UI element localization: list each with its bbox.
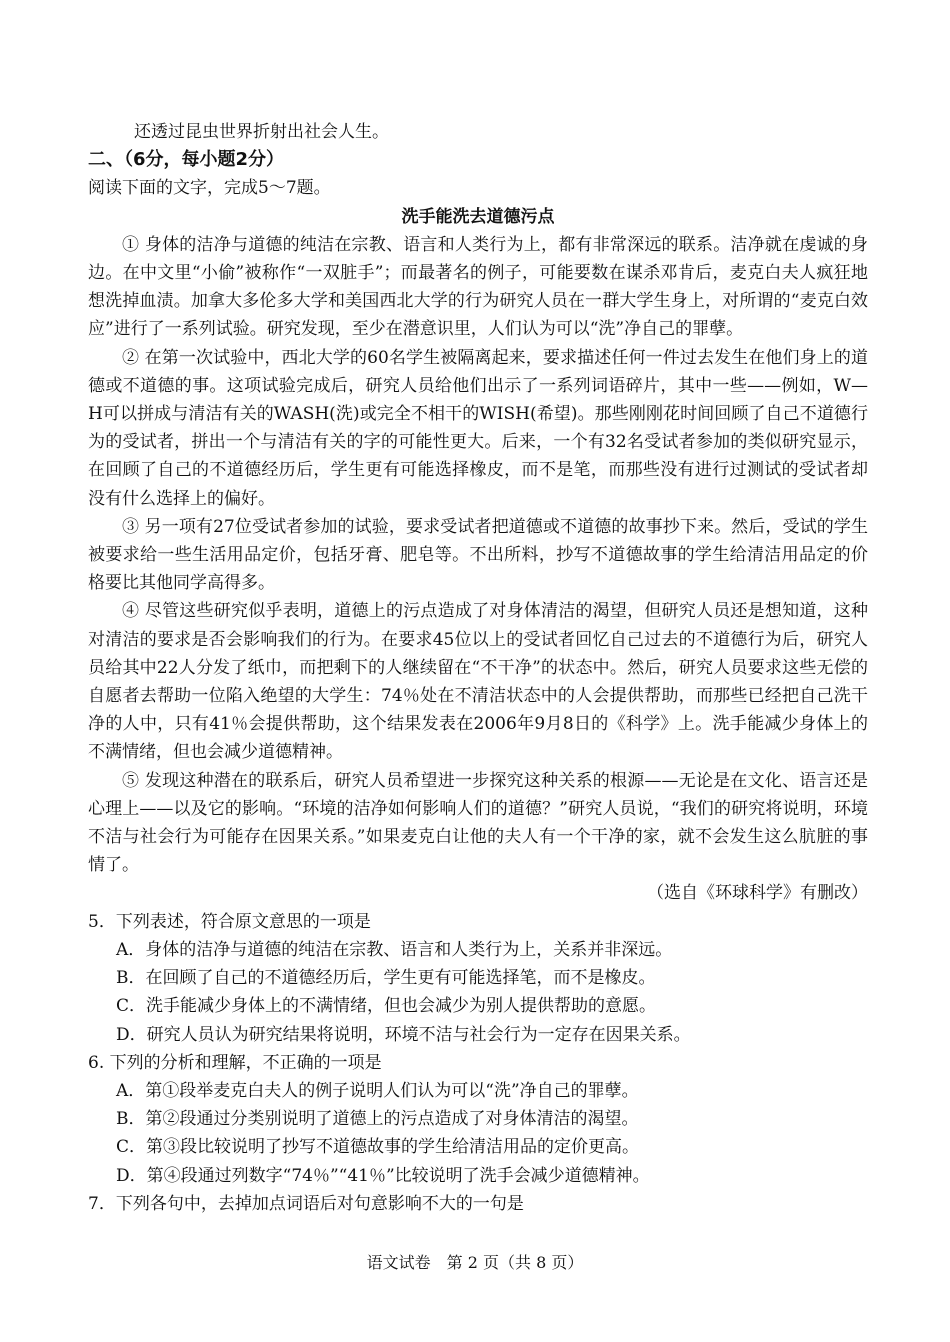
question-6-option-c: C．第③段比较说明了抄写不道德故事的学生给清洁用品的定价更高。 (116, 1137, 640, 1158)
section-instruction: 阅读下面的文字，完成5～7题。 (88, 178, 331, 199)
question-5-option-d: D．研究人员认为研究结果将说明，环境不洁与社会行为一定存在因果关系。 (116, 1024, 691, 1045)
article-paragraph-1: ① 身体的洁净与道德的纯洁在宗教、语言和人类行为上，都有非常深远的联系。洁净就在虔诚的身边。在中文里“小偷”被称作“一双脏手”；而最著名的例子，可能要数在谋杀邓肯后，麦克白夫人疯狂地想洗掉血渍。加拿大多伦多大学和美国西北大学的行为研究人员在一群大学生身上，对所谓的“麦克白效应”进行了一系列试验。研究发现，至少在潜意识里，人们认为可以“洗”净自己的罪孽。 (88, 234, 868, 340)
question-5-option-b: B．在回顾了自己的不道德经历后，学生更有可能选择笔，而不是橡皮。 (116, 968, 656, 989)
question-6-option-b: B．第②段通过分类别说明了道德上的污点造成了对身体清洁的渴望。 (116, 1109, 639, 1130)
question-5-stem: 5．下列表述，符合原文意思的一项是 (88, 911, 371, 932)
article-paragraph-2: ② 在第一次试验中，西北大学的60名学生被隔离起来，要求描述任何一件过去发生在他们身上的道德或不道德的事。这项试验完成后，研究人员给他们出示了一系列词语碎片，其中一些——例如，W—H可以拼成与清洁有关的WASH(洗)或完全不相干的WISH(希望)。那些刚刚花时间回顾了自己不道德行为的受试者，拼出一个与清洁有关的字的可能性更大。后来，一个有32名受试者参加的类似研究显示，在回顾了自己的不道德经历后，学生更有可能选择橡皮，而不是笔，而那些没有进行过测试的受试者却没有什么选择上的偏好。 (88, 347, 868, 509)
section-title: 二、（6分，每小题2分） (88, 149, 285, 171)
article-paragraph-3: ③ 另一项有27位受试者参加的试验，要求受试者把道德或不道德的故事抄下来。然后，受试的学生被要求给一些生活用品定价，包括牙膏、肥皂等。不出所料，抄写不道德故事的学生给清洁用品定的价格要比其他同学高得多。 (88, 516, 868, 594)
article-source-row (88, 879, 868, 907)
question-5-option-c: C．洗手能减少身体上的不满情绪，但也会减少为别人提供帮助的意愿。 (116, 996, 657, 1017)
question-6-option-d: D．第④段通过列数字“74％”“41％”比较说明了洗手会减少道德精神。 (116, 1165, 650, 1186)
article-source: （选自《环球科学》有删改） (647, 883, 868, 904)
question-6-option-a: A．第①段举麦克白夫人的例子说明人们认为可以“洗”净自己的罪孽。 (116, 1080, 639, 1101)
article-paragraph-4: ④ 尽管这些研究似乎表明，道德上的污点造成了对身体清洁的渴望，但研究人员还是想知道，这种对清洁的要求是否会影响我们的行为。在要求45位以上的受试者回忆自己过去的不道德行为后，研究人员给其中22人分发了纸巾，而把剩下的人继续留在“不干净”的状态中。然后，研究人员要求这些无偿的自愿者去帮助一位陷入绝望的大学生：74％处在不清洁状态中的人会提供帮助，而那些已经把自己洗干净的人中，只有41％会提供帮助，这个结果发表在2006年9月8日的《科学》上。洗手能减少身体上的不满情绪，但也会减少道德精神。 (88, 601, 868, 763)
question-6-stem: 6. 下列的分析和理解，不正确的一项是 (88, 1052, 382, 1073)
article-paragraph-5: ⑤ 发现这种潜在的联系后，研究人员希望进一步探究这种关系的根源——无论是在文化、语言还是心理上——以及它的影响。“环境的洁净如何影响人们的道德？”研究人员说，“我们的研究将说明，环境不洁与社会行为可能存在因果关系。”如果麦克白让他的夫人有一个干净的家，就不会发生这么肮脏的事情了。 (88, 770, 868, 876)
page-content (88, 118, 868, 1218)
article-title: 洗手能洗去道德污点 (401, 206, 555, 227)
question-5-option-a: A．身体的洁净与道德的纯洁在宗教、语言和人类行为上，关系并非深远。 (116, 939, 673, 960)
question-7-stem: 7．下列各句中，去掉加点词语后对句意影响不大的一句是 (88, 1193, 524, 1214)
previous-continuation: 还透过昆虫世界折射出社会人生。 (134, 122, 389, 142)
page-footer: 语文试卷 第 2 页（共 8 页） (366, 1253, 584, 1272)
